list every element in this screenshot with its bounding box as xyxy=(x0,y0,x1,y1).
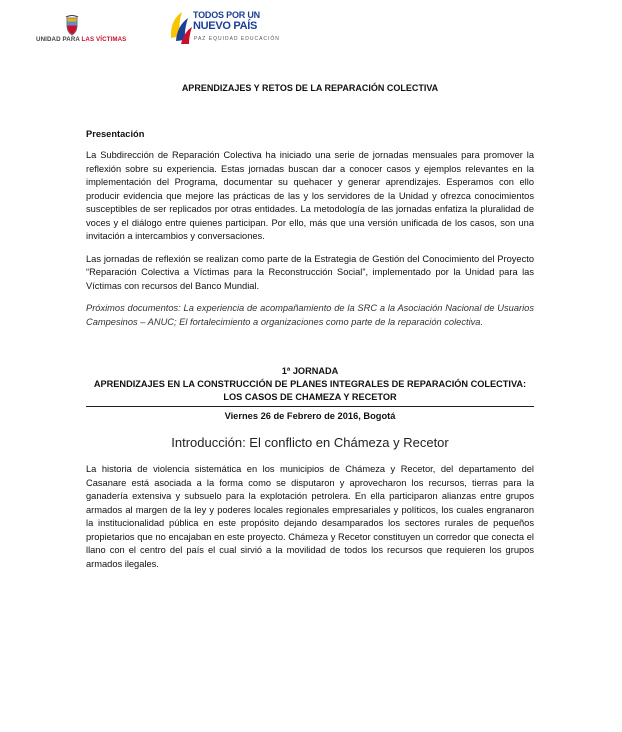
presentacion-heading: Presentación xyxy=(86,128,145,139)
proximos-documentos-note: Próximos documentos: La experiencia de acompañamiento de la SRC a la Asociación Nacional de Usuarios Campesinos – ANUC; El fortalecimiento a organizaciones como parte de la reparación colectiva. xyxy=(86,303,534,327)
introduccion-paragraph: La historia de violencia sistemática en los municipios de Chámeza y Recetor, del departamento del Casanare está asociada a la forma como se disputaron y aprovecharon los recursos, tierras para la ganadería extensiva y subsuelo para la explotación petrolera. En ella participaron alianzas entre grupos armados al margen de la ley y poderes locales regionales empresariales y políticos, los cuales engranaron la institucionalidad pública en este propósito dejando desamparados los sectores rurales de pequeños propietarios que no encajaban en este proyecto. Chámeza y Recetor constituyen un corredor que conecta el llano con el centro del país el cual sirvió a la movilidad de todos los recursos que requieren los grupos armados ilegales. xyxy=(86,464,534,569)
colombia-coat-of-arms-icon xyxy=(64,14,80,36)
document-body xyxy=(86,82,534,580)
document-title: APRENDIZAJES Y RETOS DE LA REPARACIÓN COLECTIVA xyxy=(181,83,439,93)
logo-pais-line1: TODOS POR UN xyxy=(193,10,260,20)
nuevo-pais-emblem-icon xyxy=(168,8,194,48)
unidad-victimas-logo xyxy=(36,14,156,48)
jornada-title-line1: APRENDIZAJES EN LA CONSTRUCCIÓN DE PLANES INTEGRALES DE REPARACIÓN COLECTIVA: xyxy=(93,379,527,389)
jornada-number: 1ª JORNADA xyxy=(281,366,339,376)
presentacion-paragraph-2: Las jornadas de reflexión se realizan como parte de la Estrategia de Gestión del Conocimiento del Proyecto “Reparación Colectiva a Víctimas para la Reconstrucción Social”, implementado por la Unidad para las Víctimas con recursos del Banco Mundial. xyxy=(86,253,534,291)
logo-pais-line3: PAZ EQUIDAD EDUCACIÓN xyxy=(194,36,280,42)
presentacion-paragraph-1: La Subdirección de Reparación Colectiva ha iniciado una serie de jornadas mensuales para promover la reflexión sobre su experiencia. Estas jornadas buscan dar a conocer casos y ejemplos relevantes en la implementación del Programa, documentar su quehacer y generar aprendizajes. Esperamos con ello producir evidencia que mejore las prácticas de las y los servidores de la Unidad y ofrezca conocimientos susceptibles de ser replicados por otras entidades. La metodología de las jornadas enfatiza la pluralidad de voces y el diálogo entre quienes participan. Por ello, más que una versión unificada de los casos, son una invitación a intercambios y conversaciones. xyxy=(86,150,534,241)
todos-por-un-nuevo-pais-logo xyxy=(168,6,280,48)
jornada-title-line2: LOS CASOS DE CHAMEZA Y RECETOR xyxy=(223,392,397,402)
logo-pais-line2: NUEVO PAÍS xyxy=(193,20,258,32)
unidad-victimas-label: UNIDAD PARA LAS VÍCTIMAS xyxy=(36,36,127,43)
introduccion-heading: Introducción: El conflicto en Chámeza y Recetor xyxy=(171,434,449,450)
jornada-date: Viernes 26 de Febrero de 2016, Bogotá xyxy=(86,406,534,424)
jornada-title-block xyxy=(86,365,534,404)
